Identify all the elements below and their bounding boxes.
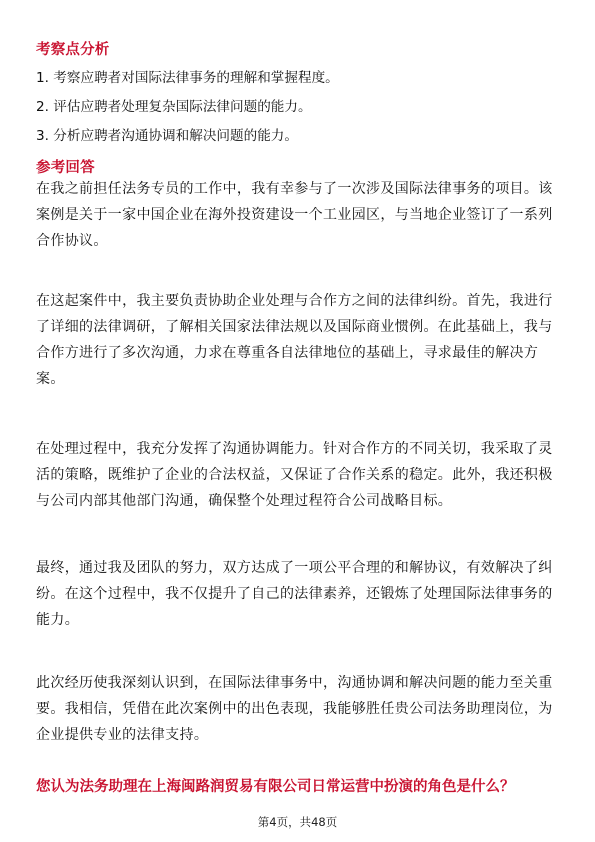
paragraph-line: 在这起案件中，我主要负责协助企业处理与合作方之间的法律纠纷。首先，我进行: [36, 293, 553, 309]
paragraph-line: 了详细的法律调研，了解相关国家法律法规以及国际商业惯例。在此基础上，我与: [36, 319, 553, 335]
next-question-heading: 您认为法务助理在上海闽路润贸易有限公司日常运营中扮演的角色是什么？: [36, 779, 515, 795]
paragraph-line: 合作协议。: [36, 233, 108, 249]
paragraph-line: 在我之前担任法务专员的工作中，我有幸参与了一次涉及国际法律事务的项目。该: [36, 181, 553, 197]
paragraph-line: 案。: [36, 371, 65, 387]
analysis-item-3: 3. 分析应聘者沟通协调和解决问题的能力。: [36, 128, 298, 144]
answer-heading: 参考回答: [36, 160, 95, 176]
paragraph-line: 企业提供专业的法律支持。: [36, 727, 209, 743]
answer-paragraph-1: [36, 176, 560, 254]
paragraph-line: 在处理过程中，我充分发挥了沟通协调能力。针对合作方的不同关切，我采取了灵: [36, 441, 553, 457]
analysis-item-2: 2. 评估应聘者处理复杂国际法律问题的能力。: [36, 99, 312, 115]
paragraph-line: 能力。: [36, 612, 80, 628]
paragraph-line: 最终，通过我及团队的努力，双方达成了一项公平合理的和解协议，有效解决了纠: [36, 560, 553, 576]
paragraph-line: 纷。在这个过程中，我不仅提升了自己的法律素养，还锻炼了处理国际法律事务的: [36, 586, 553, 602]
analysis-item-1: 1. 考察应聘者对国际法律事务的理解和掌握程度。: [36, 70, 339, 86]
paragraph-line: 合作方进行了多次沟通，力求在尊重各自法律地位的基础上，寻求最佳的解决方: [36, 345, 539, 361]
paragraph-line: 与公司内部其他部门沟通，确保整个处理过程符合公司战略目标。: [36, 493, 453, 509]
answer-paragraph-3: [36, 436, 560, 514]
paragraph-line: 活的策略，既维护了企业的合法权益，又保证了合作关系的稳定。此外，我还积极: [36, 467, 553, 483]
paragraph-line: 案例是关于一家中国企业在海外投资建设一个工业园区，与当地企业签订了一系列: [36, 207, 553, 223]
analysis-heading: 考察点分析: [36, 42, 110, 58]
answer-paragraph-2: [36, 288, 560, 392]
answer-paragraph-4: [36, 555, 560, 633]
paragraph-line: 此次经历使我深刻认识到，在国际法律事务中，沟通协调和解决问题的能力至关重: [36, 675, 553, 691]
paragraph-line: 要。我相信，凭借在此次案例中的出色表现，我能够胜任贵公司法务助理岗位，为: [36, 701, 553, 717]
page-number-footer: 第4页，共48页: [257, 815, 338, 829]
answer-paragraph-5: [36, 670, 560, 748]
